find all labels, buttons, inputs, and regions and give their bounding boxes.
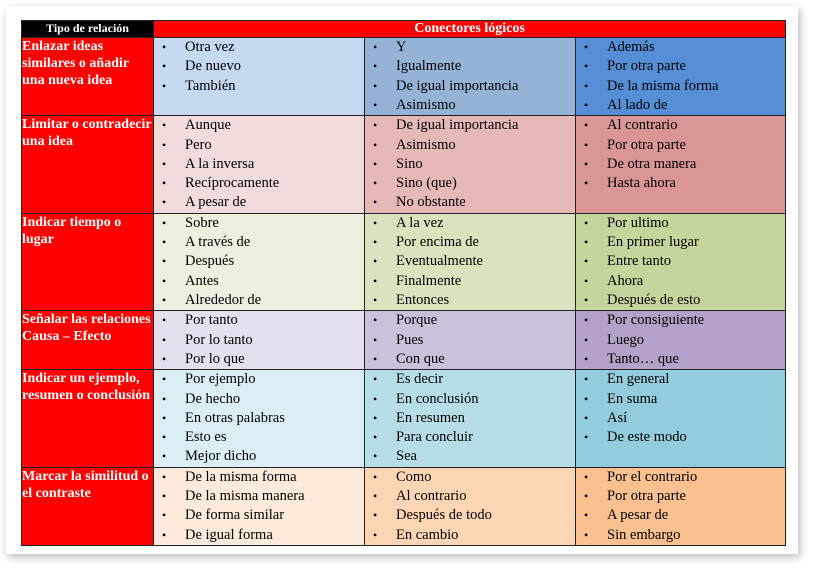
- list-item: [154, 116, 364, 135]
- connector-text: Luego: [607, 331, 645, 348]
- bullet-icon: •: [584, 176, 589, 191]
- connector-cell: [576, 311, 786, 370]
- list-item: [576, 390, 785, 409]
- connector-cell: [576, 38, 786, 116]
- bullet-icon: •: [162, 332, 167, 347]
- bullet-icon: •: [162, 156, 167, 171]
- bullet-icon: •: [162, 254, 167, 269]
- list-item: [576, 233, 785, 252]
- list-item: [576, 311, 785, 330]
- list-item: [365, 331, 575, 350]
- bullet-icon: •: [162, 391, 167, 406]
- connector-text: Así: [607, 409, 628, 426]
- list-item: [365, 487, 575, 506]
- connector-text: Ahora: [607, 272, 644, 289]
- connector-text: De igual forma: [185, 526, 273, 543]
- relation-type-cell: Limitar o contradecir una idea: [22, 116, 154, 214]
- connector-text: A pesar de: [185, 194, 247, 211]
- list-item: [154, 155, 364, 174]
- list-item: [576, 409, 785, 428]
- list-item: [365, 468, 575, 487]
- relation-type-cell: Señalar las relaciones Causa – Efecto: [22, 311, 154, 370]
- connector-text: De forma similar: [185, 507, 285, 524]
- connector-cell: [154, 467, 365, 545]
- connector-text: También: [185, 77, 236, 94]
- bullet-icon: •: [373, 97, 378, 112]
- list-item: [154, 428, 364, 447]
- connector-list: [365, 468, 575, 545]
- connector-cell: [576, 213, 786, 311]
- connector-text: De la misma manera: [185, 488, 305, 505]
- connector-text: De otra manera: [607, 155, 697, 172]
- list-item: [365, 233, 575, 252]
- list-item: [365, 96, 575, 115]
- bullet-icon: •: [373, 59, 378, 74]
- connector-list: [154, 38, 364, 96]
- list-item: [576, 252, 785, 271]
- bullet-icon: •: [373, 372, 378, 387]
- list-item: [365, 311, 575, 330]
- list-item: [154, 526, 364, 545]
- connector-text: En primer lugar: [607, 234, 699, 251]
- list-item: [154, 136, 364, 155]
- connector-text: En cambio: [396, 526, 459, 543]
- list-item: [365, 77, 575, 96]
- bullet-icon: •: [373, 195, 378, 210]
- bullet-icon: •: [584, 59, 589, 74]
- connector-text: Sino: [396, 155, 423, 172]
- connector-text: En general: [607, 371, 670, 388]
- bullet-icon: •: [584, 78, 589, 93]
- connector-cell: [576, 467, 786, 545]
- connector-list: [365, 38, 575, 115]
- connector-list: [154, 468, 364, 545]
- connector-text: En resumen: [396, 409, 465, 426]
- table-row: [22, 213, 786, 311]
- connector-text: Por encima de: [396, 234, 479, 251]
- list-item: [576, 370, 785, 389]
- bullet-icon: •: [373, 156, 378, 171]
- bullet-icon: •: [162, 351, 167, 366]
- connector-text: Porque: [396, 312, 438, 329]
- connector-list: [365, 370, 575, 466]
- bullet-icon: •: [373, 527, 378, 542]
- list-item: [365, 370, 575, 389]
- table-header-row: [22, 21, 786, 38]
- connector-list: [365, 116, 575, 212]
- connector-cell: [154, 38, 365, 116]
- bullet-icon: •: [162, 430, 167, 445]
- connector-cell: [576, 116, 786, 214]
- table-row: [22, 116, 786, 214]
- bullet-icon: •: [373, 78, 378, 93]
- connector-text: Sea: [396, 448, 417, 465]
- connector-text: Tanto… que: [607, 350, 679, 367]
- list-item: [365, 214, 575, 233]
- connector-text: Sino (que): [396, 175, 457, 192]
- list-item: [154, 447, 364, 466]
- bullet-icon: •: [584, 351, 589, 366]
- connector-text: Es decir: [396, 371, 444, 388]
- bullet-icon: •: [584, 97, 589, 112]
- connector-text: Como: [396, 468, 432, 485]
- connector-text: Para concluir: [396, 429, 473, 446]
- list-item: [365, 116, 575, 135]
- bullet-icon: •: [584, 292, 589, 307]
- list-item: [576, 350, 785, 369]
- connector-text: Hasta ahora: [607, 175, 676, 192]
- connector-list: [154, 311, 364, 369]
- bullet-icon: •: [373, 332, 378, 347]
- list-item: [154, 487, 364, 506]
- connector-text: Por consiguiente: [607, 312, 705, 329]
- list-item: [576, 468, 785, 487]
- bullet-icon: •: [373, 292, 378, 307]
- bullet-icon: •: [373, 449, 378, 464]
- list-item: [154, 57, 364, 76]
- bullet-icon: •: [584, 391, 589, 406]
- connector-text: Pero: [185, 136, 212, 153]
- connector-text: De igual importancia: [396, 117, 519, 134]
- connector-text: Entonces: [396, 291, 450, 308]
- bullet-icon: •: [373, 176, 378, 191]
- connector-text: Asimismo: [396, 96, 456, 113]
- list-item: [365, 57, 575, 76]
- bullet-icon: •: [162, 489, 167, 504]
- list-item: [365, 174, 575, 193]
- bullet-icon: •: [162, 215, 167, 230]
- connector-text: Por otra parte: [607, 58, 686, 75]
- table-row: [22, 38, 786, 116]
- bullet-icon: •: [584, 254, 589, 269]
- list-item: [154, 468, 364, 487]
- connector-text: No obstante: [396, 194, 466, 211]
- list-item: [576, 57, 785, 76]
- bullet-icon: •: [162, 313, 167, 328]
- connector-text: Al contrario: [607, 117, 678, 134]
- connector-text: Después de todo: [396, 507, 492, 524]
- connector-text: Por tanto: [185, 312, 238, 329]
- connector-cell: [154, 370, 365, 468]
- connector-text: De igual importancia: [396, 77, 519, 94]
- bullet-icon: •: [584, 527, 589, 542]
- connector-text: Con que: [396, 350, 445, 367]
- list-item: [576, 155, 785, 174]
- connector-text: En otras palabras: [185, 409, 285, 426]
- connector-text: De la misma forma: [607, 77, 719, 94]
- connector-text: Pues: [396, 331, 424, 348]
- connector-cell: [365, 370, 576, 468]
- bullet-icon: •: [162, 176, 167, 191]
- bullet-icon: •: [373, 313, 378, 328]
- bullet-icon: •: [584, 410, 589, 425]
- bullet-icon: •: [162, 137, 167, 152]
- bullet-icon: •: [373, 235, 378, 250]
- connector-text: De hecho: [185, 390, 241, 407]
- list-item: [365, 193, 575, 212]
- list-item: [154, 174, 364, 193]
- bullet-icon: •: [584, 372, 589, 387]
- relation-type-cell: Indicar un ejemplo, resumen o conclusión: [22, 370, 154, 468]
- connector-text: Entre tanto: [607, 253, 672, 270]
- bullet-icon: •: [584, 235, 589, 250]
- bullet-icon: •: [162, 527, 167, 542]
- header-logical-connectors: Conectores lógicos: [154, 21, 786, 38]
- list-item: [154, 350, 364, 369]
- list-item: [576, 526, 785, 545]
- list-item: [365, 252, 575, 271]
- list-item: [576, 487, 785, 506]
- list-item: [154, 77, 364, 96]
- connector-list: [576, 468, 785, 545]
- bullet-icon: •: [373, 118, 378, 133]
- connector-text: Eventualmente: [396, 253, 483, 270]
- list-item: [576, 116, 785, 135]
- list-item: [576, 96, 785, 115]
- list-item: [365, 272, 575, 291]
- connector-cell: [154, 213, 365, 311]
- connector-cell: [365, 467, 576, 545]
- bullet-icon: •: [584, 469, 589, 484]
- connector-list: [576, 214, 785, 310]
- connectors-table: [21, 20, 786, 546]
- connector-cell: [154, 311, 365, 370]
- connector-list: [154, 214, 364, 310]
- table-row: [22, 467, 786, 545]
- connector-text: Esto es: [185, 429, 227, 446]
- bullet-icon: •: [373, 215, 378, 230]
- bullet-icon: •: [584, 118, 589, 133]
- bullet-icon: •: [162, 449, 167, 464]
- bullet-icon: •: [584, 313, 589, 328]
- connector-list: [576, 370, 785, 447]
- connector-text: Al contrario: [396, 488, 467, 505]
- bullet-icon: •: [584, 332, 589, 347]
- list-item: [576, 506, 785, 525]
- list-item: [365, 136, 575, 155]
- bullet-icon: •: [584, 156, 589, 171]
- bullet-icon: •: [373, 273, 378, 288]
- list-item: [576, 174, 785, 193]
- connector-cell: [365, 213, 576, 311]
- bullet-icon: •: [162, 469, 167, 484]
- list-item: [365, 155, 575, 174]
- list-item: [576, 214, 785, 233]
- list-item: [154, 331, 364, 350]
- bullet-icon: •: [162, 292, 167, 307]
- connector-list: [154, 116, 364, 212]
- connector-text: A la inversa: [185, 155, 255, 172]
- connector-text: Después de esto: [607, 291, 701, 308]
- list-item: [154, 272, 364, 291]
- bullet-icon: •: [373, 254, 378, 269]
- connector-text: A través de: [185, 234, 251, 251]
- list-item: [365, 506, 575, 525]
- list-item: [576, 291, 785, 310]
- connector-text: Por lo tanto: [185, 331, 253, 348]
- connector-cell: [365, 311, 576, 370]
- table-row: [22, 311, 786, 370]
- bullet-icon: •: [373, 391, 378, 406]
- bullet-icon: •: [584, 137, 589, 152]
- connector-text: Finalmente: [396, 272, 462, 289]
- connector-text: Otra vez: [185, 39, 235, 55]
- connector-text: Por el contrario: [607, 468, 698, 485]
- bullet-icon: •: [162, 508, 167, 523]
- list-item: [576, 331, 785, 350]
- bullet-icon: •: [162, 40, 167, 54]
- connector-cell: [365, 38, 576, 116]
- list-item: [365, 447, 575, 466]
- connector-list: [576, 38, 785, 115]
- bullet-icon: •: [584, 489, 589, 504]
- connector-cell: [154, 116, 365, 214]
- connector-list: [576, 116, 785, 193]
- connector-text: Asimismo: [396, 136, 456, 153]
- connector-text: En suma: [607, 390, 658, 407]
- list-item: [365, 291, 575, 310]
- connector-text: Por ultimo: [607, 214, 669, 231]
- list-item: [576, 38, 785, 57]
- list-item: [576, 428, 785, 447]
- bullet-icon: •: [373, 508, 378, 523]
- connector-text: A pesar de: [607, 507, 669, 524]
- connector-text: Por otra parte: [607, 136, 686, 153]
- connector-text: De este modo: [607, 429, 687, 446]
- bullet-icon: •: [162, 372, 167, 387]
- list-item: [365, 428, 575, 447]
- list-item: [365, 350, 575, 369]
- bullet-icon: •: [584, 508, 589, 523]
- connector-text: Además: [607, 39, 655, 55]
- connector-text: Después: [185, 253, 235, 270]
- connector-list: [154, 370, 364, 466]
- bullet-icon: •: [373, 40, 378, 54]
- list-item: [154, 291, 364, 310]
- bullet-icon: •: [162, 410, 167, 425]
- bullet-icon: •: [162, 118, 167, 133]
- document-sheet: [6, 6, 798, 554]
- bullet-icon: •: [162, 59, 167, 74]
- bullet-icon: •: [162, 273, 167, 288]
- relation-type-cell: Indicar tiempo o lugar: [22, 213, 154, 311]
- bullet-icon: •: [373, 430, 378, 445]
- connector-text: Recíprocamente: [185, 175, 280, 192]
- list-item: [576, 272, 785, 291]
- connector-text: En conclusión: [396, 390, 479, 407]
- bullet-icon: •: [373, 137, 378, 152]
- list-item: [576, 136, 785, 155]
- bullet-icon: •: [584, 40, 589, 54]
- bullet-icon: •: [373, 351, 378, 366]
- list-item: [154, 409, 364, 428]
- bullet-icon: •: [373, 489, 378, 504]
- connector-text: Igualmente: [396, 58, 462, 75]
- relation-type-cell: Enlazar ideas similares o añadir una nueva idea: [22, 38, 154, 116]
- list-item: [576, 77, 785, 96]
- list-item: [365, 409, 575, 428]
- bullet-icon: •: [162, 235, 167, 250]
- table-row: [22, 370, 786, 468]
- connector-list: [365, 214, 575, 310]
- list-item: [154, 252, 364, 271]
- connector-text: Por otra parte: [607, 488, 686, 505]
- connector-text: Antes: [185, 272, 219, 289]
- connector-text: Aunque: [185, 117, 231, 134]
- connector-text: Por lo que: [185, 350, 245, 367]
- relation-type-cell: Marcar la similitud o el contraste: [22, 467, 154, 545]
- bullet-icon: •: [584, 215, 589, 230]
- list-item: [154, 506, 364, 525]
- connector-list: [576, 311, 785, 369]
- list-item: [154, 311, 364, 330]
- connector-text: Y: [396, 39, 407, 55]
- list-item: [154, 370, 364, 389]
- list-item: [154, 390, 364, 409]
- connector-text: Sin embargo: [607, 526, 681, 543]
- list-item: [154, 214, 364, 233]
- bullet-icon: •: [584, 273, 589, 288]
- list-item: [365, 38, 575, 57]
- connector-text: Al lado de: [607, 96, 668, 113]
- bullet-icon: •: [373, 469, 378, 484]
- list-item: [154, 38, 364, 57]
- connector-text: Alrededor de: [185, 291, 262, 308]
- connector-cell: [365, 116, 576, 214]
- bullet-icon: •: [162, 195, 167, 210]
- connector-text: De nuevo: [185, 58, 241, 75]
- list-item: [365, 390, 575, 409]
- connector-text: De la misma forma: [185, 468, 297, 485]
- bullet-icon: •: [584, 430, 589, 445]
- header-relation-type: Tipo de relación: [22, 21, 154, 38]
- bullet-icon: •: [373, 410, 378, 425]
- connector-text: Mejor dicho: [185, 448, 257, 465]
- list-item: [154, 193, 364, 212]
- connector-cell: [576, 370, 786, 468]
- connector-list: [365, 311, 575, 369]
- list-item: [154, 233, 364, 252]
- list-item: [365, 526, 575, 545]
- bullet-icon: •: [162, 78, 167, 93]
- connector-text: Por ejemplo: [185, 371, 256, 388]
- connector-text: A la vez: [396, 214, 444, 231]
- connector-text: Sobre: [185, 214, 219, 231]
